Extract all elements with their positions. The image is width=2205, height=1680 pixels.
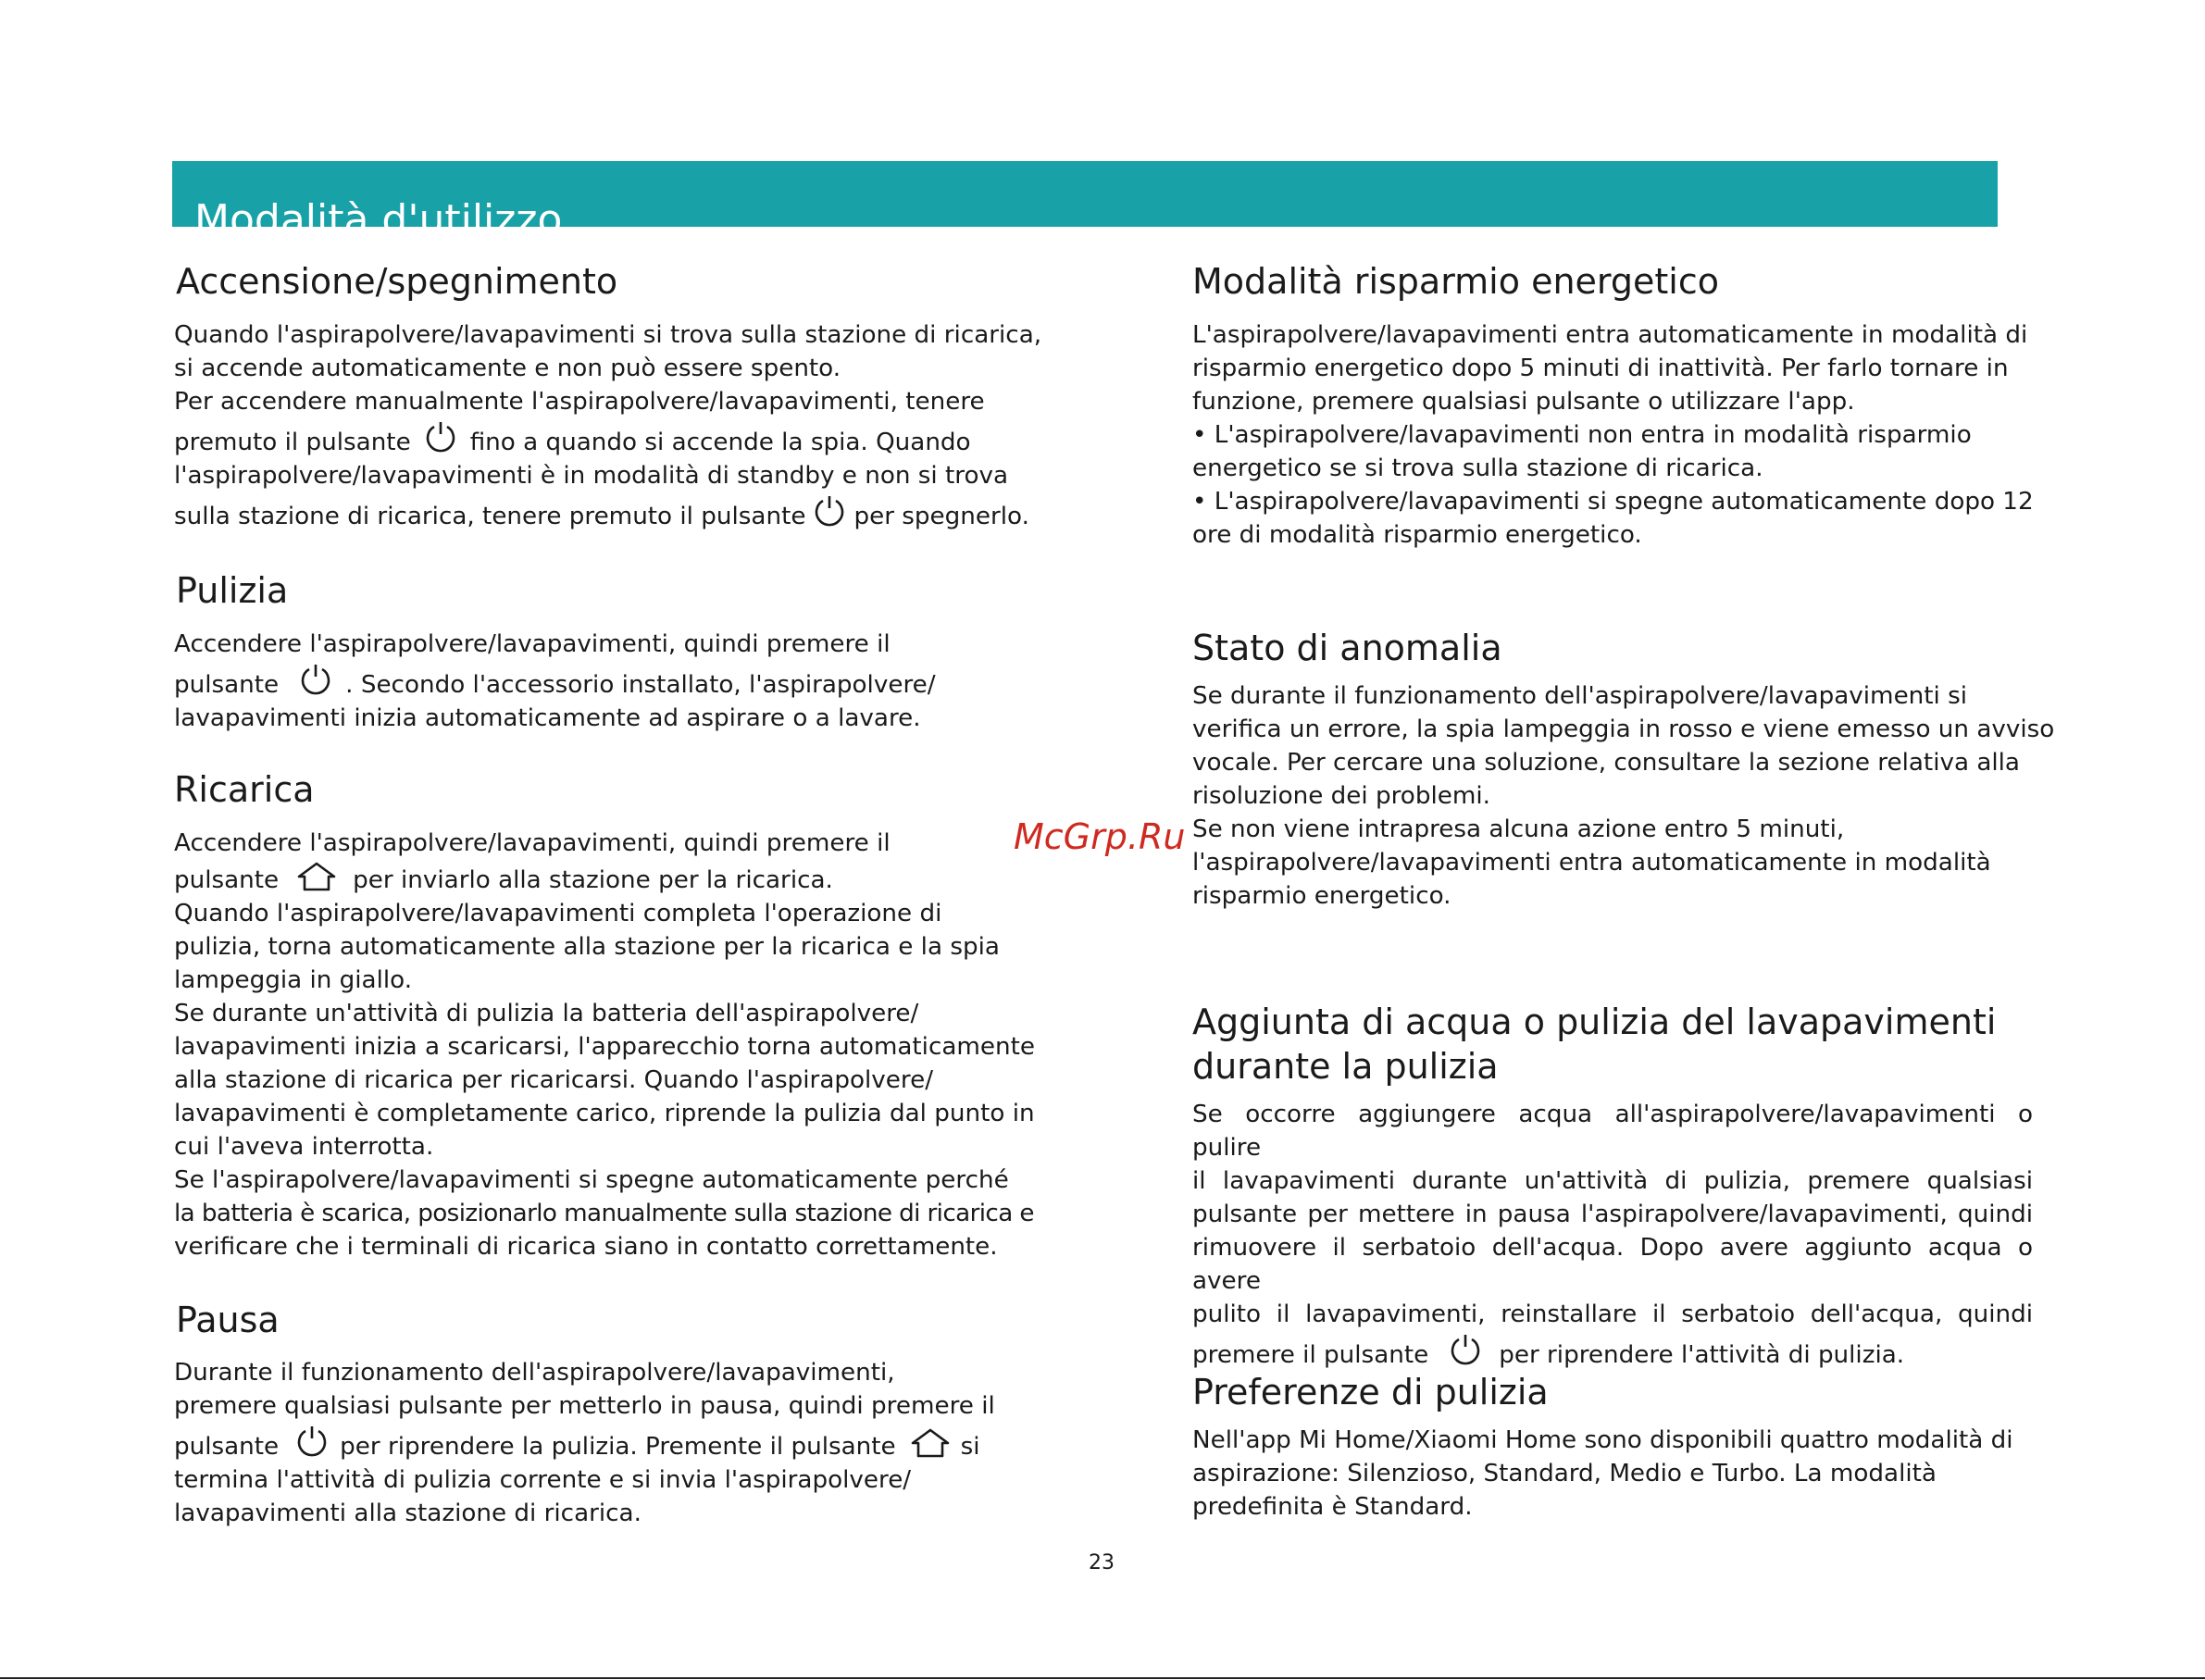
- power-icon: [293, 1423, 330, 1460]
- paragraph-water-cleaning: Se occorre aggiungere acqua all'aspirapolvere/lavapavimenti o pulire il lavapavimenti durante un'attività di pulizia, premere qualsiasi pulsante per mettere in pausa l'aspirapolvere/lavapavimenti, quindi rimuovere il serbatoio dell'acqua. Dopo avere aggiunto acqua o avere pulito il lavapavimenti, reinstallare il serbatoio dell'acqua, quindi premere il pulsante per riprendere l'attività di pulizia.: [1192, 1101, 2033, 1369]
- heading-pause: Pausa: [176, 1300, 280, 1340]
- heading-water-cleaning: Aggiunta di acqua o pulizia del lavapavimenti durante la pulizia: [1192, 1002, 1997, 1087]
- paragraph-pause: Durante il funzionamento dell'aspirapolvere/lavapavimenti, premere qualsiasi pulsante per metterlo in pausa, quindi premere il pulsante per riprendere la pulizia. Premente il pulsante si termina l'attività di pulizia corrente e si invia l'aspirapolvere/ lavapavimenti alla stazione di ricarica.: [174, 1359, 995, 1527]
- watermark: McGrp.Ru: [1014, 816, 1186, 857]
- home-icon: [295, 860, 338, 893]
- heading-cleaning: Pulizia: [176, 570, 289, 611]
- home-icon: [909, 1426, 952, 1460]
- paragraph-charging: Accendere l'aspirapolvere/lavapavimenti, quindi premere il pulsante per inviarlo alla stazione per la ricarica. Quando l'aspirapolvere/lavapavimenti completa l'operazione di pulizia, torna automaticamente alla stazione per la ricarica e la spia lampeggia in giallo. Se durante un'attività di pulizia la batteria dell'aspirapolvere/ lavapavimenti inizia a scaricarsi, l'apparecchio torna automaticamente alla stazione di ricarica per ricaricarsi. Quando l'aspirapolvere/ lavapavimenti è completamente carico, riprende la pulizia dal punto in cui l'aveva interrotta. Se l'aspirapolvere/lavapavimenti si spegne automaticamente perché la batteria è scarica, posizionarlo manualmente sulla stazione di ricarica e verificare che i terminali di ricarica siano in contatto correttamente.: [174, 829, 1036, 1261]
- paragraph-error-state: Se durante il funzionamento dell'aspirapolvere/lavapavimenti si verifica un errore, la spia lampeggia in rosso e viene emesso un avviso vocale. Per cercare una soluzione, consultare la sezione relativa alla risoluzione dei problemi. Se non viene intrapresa alcuna azione entro 5 minuti, l'aspirapolvere/lavapavimenti entra automaticamente in modalità risparmio energetico.: [1192, 682, 2055, 910]
- power-icon: [1447, 1331, 1484, 1368]
- power-icon: [422, 418, 459, 455]
- page-title: Modalità d'utilizzo: [194, 196, 563, 244]
- heading-cleaning-preferences: Preferenze di pulizia: [1192, 1372, 1549, 1412]
- power-icon: [811, 492, 848, 529]
- heading-charging: Ricarica: [174, 769, 315, 810]
- bottom-divider: [0, 1677, 2205, 1679]
- section-banner: [172, 161, 1998, 244]
- paragraph-power: Quando l'aspirapolvere/lavapavimenti si trova sulla stazione di ricarica, si accende automaticamente e non può essere spento. Per accendere manualmente l'aspirapolvere/lavapavimenti, tenere premuto il pulsante fino a quando si accende la spia. Quando l'aspirapolvere/lavapavimenti è in modalità di standby e non si trova sulla stazione di ricarica, tenere premuto il pulsante per spegnerlo.: [174, 321, 1042, 530]
- page-number: 23: [1089, 1551, 1115, 1574]
- heading-energy-saving: Modalità risparmio energetico: [1192, 261, 1719, 302]
- power-icon: [297, 661, 334, 698]
- heading-error-state: Stato di anomalia: [1192, 628, 1502, 668]
- paragraph-energy-saving: L'aspirapolvere/lavapavimenti entra automaticamente in modalità di risparmio energetico dopo 5 minuti di inattività. Per farlo tornare in funzione, premere qualsiasi pulsante o utilizzare l'app. • L'aspirapolvere/lavapavimenti non entra in modalità risparmio energetico se si trova sulla stazione di ricarica. • L'aspirapolvere/lavapavimenti si spegne automaticamente dopo 12 ore di modalità risparmio energetico.: [1192, 321, 2034, 549]
- paragraph-cleaning: Accendere l'aspirapolvere/lavapavimenti, quindi premere il pulsante . Secondo l'accessorio installato, l'aspirapolvere/ lavapavimenti inizia automaticamente ad aspirare o a lavare.: [174, 630, 936, 732]
- paragraph-cleaning-preferences: Nell'app Mi Home/Xiaomi Home sono disponibili quattro modalità di aspirazione: Silenzioso, Standard, Medio e Turbo. La modalità predefinita è Standard.: [1192, 1426, 2013, 1521]
- heading-power: Accensione/spegnimento: [176, 261, 618, 302]
